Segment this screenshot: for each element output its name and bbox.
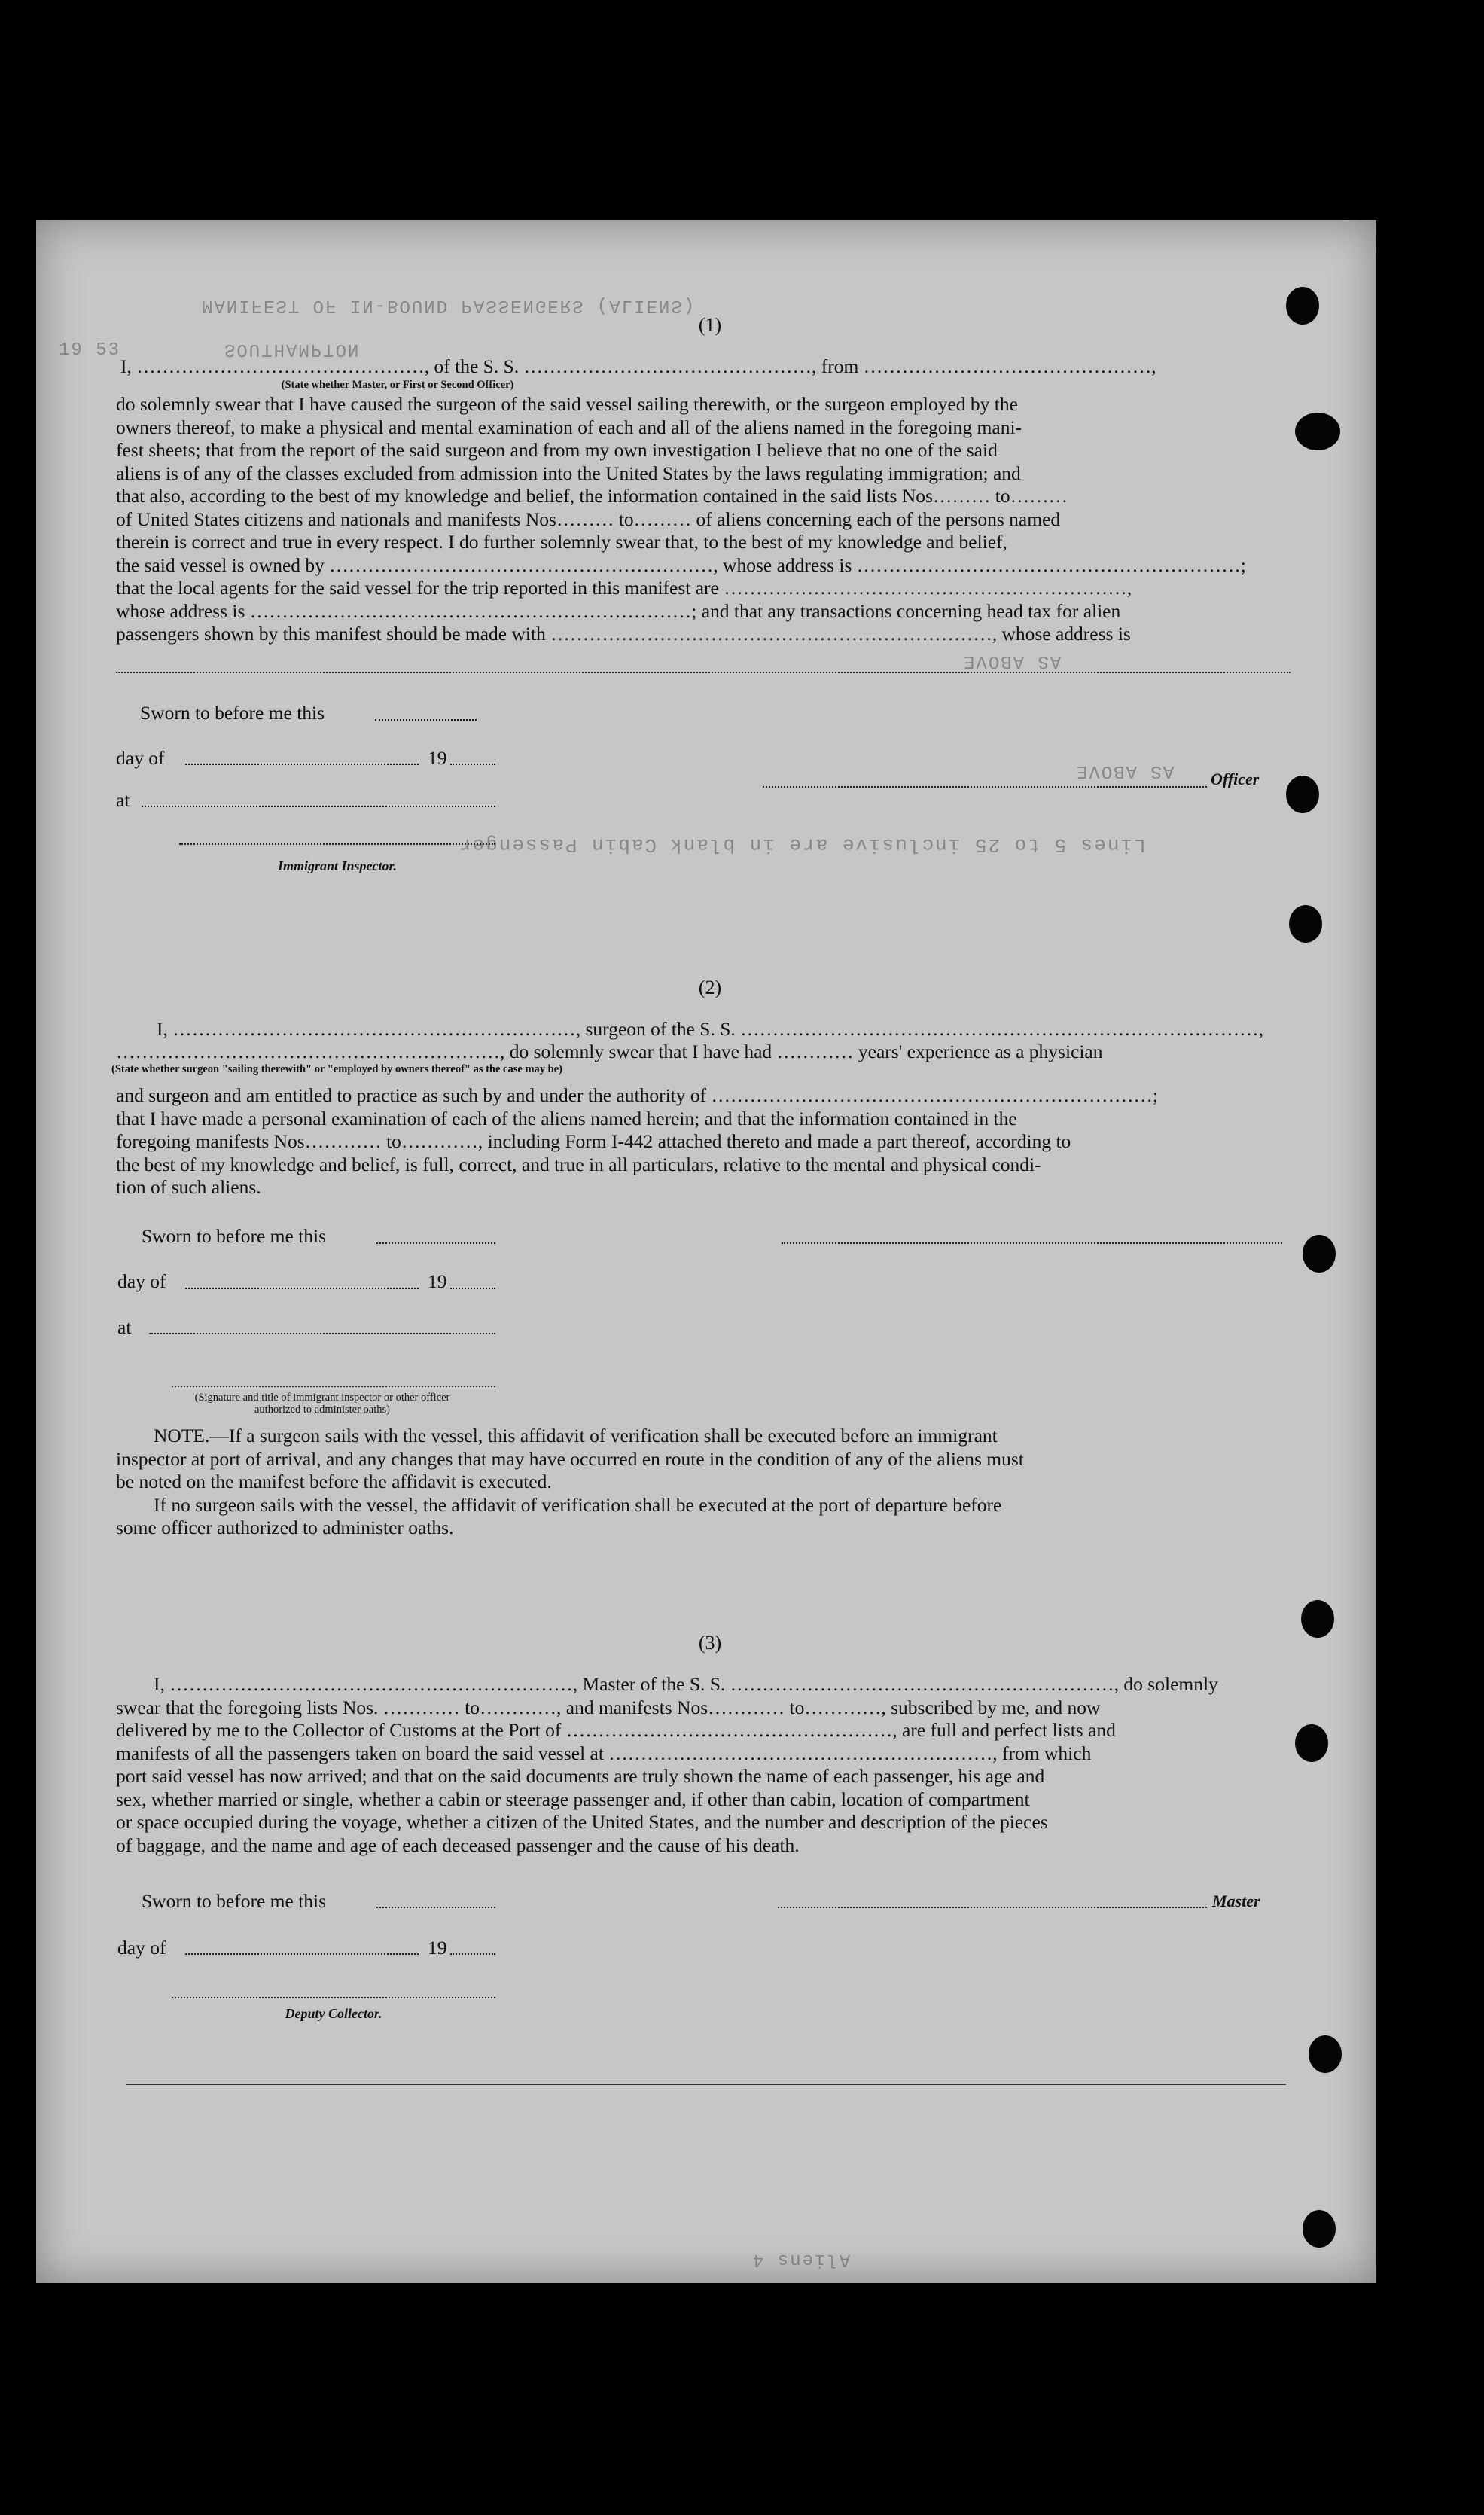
s3-year-field[interactable]: [450, 1953, 495, 1955]
s1-line: therein is correct and true in every respect. I do further solemnly swear that, to the best of my knowledge and belief,: [116, 531, 1007, 553]
s3-body-line: or space occupied during the voyage, whether a citizen of the United States, and the number and description of the pieces: [116, 1811, 1048, 1833]
s1-officer-signature-line[interactable]: [763, 786, 1207, 788]
section-3-number: (3): [698, 1632, 722, 1654]
s1-line: do solemnly swear that I have caused the surgeon of the said vessel sailing therewith, or the surgeon employed by the: [116, 393, 1018, 415]
s1-year-label: 19: [428, 747, 447, 769]
s1-sworn-label: Sworn to before me this: [140, 702, 325, 724]
s2-body-line: foregoing manifests Nos………… to…………, including Form I-442 attached thereto and made a part thereof, according to: [116, 1130, 1071, 1152]
s2-day-of-label: day of: [117, 1270, 166, 1292]
s1-line: that the local agents for the said vessel for the trip reported in this manifest are ………………………………………………………,: [116, 577, 1132, 599]
punch-hole: [1295, 413, 1340, 450]
s1-line: fest sheets; that from the report of the said surgeon and from my own investigation I believe that no one of the said: [116, 439, 998, 461]
s2-at-field[interactable]: [149, 1333, 495, 1334]
s2-body-line: tion of such aliens.: [116, 1176, 261, 1198]
s1-at-label: at: [116, 789, 130, 811]
s3-body-line: delivered by me to the Collector of Customs at the Port of ……………………………………………, are full and perfect lists and: [116, 1719, 1116, 1741]
section-1-oath-note: (State whether Master, or First or Second Officer): [281, 379, 514, 391]
s2-note-para: [116, 1425, 1291, 1540]
s3-master-signature-line[interactable]: [778, 1907, 1207, 1908]
s3-body-line: manifests of all the passengers taken on board the said vessel at ……………………………………………………, from which: [116, 1742, 1092, 1764]
bleed-as-above-1: AS ABOVE: [962, 651, 1062, 671]
s1-inspector-line[interactable]: [179, 843, 495, 845]
punch-hole: [1286, 776, 1319, 813]
s3-body-line: port said vessel has now arrived; and that on the said documents are truly shown the name of each passenger, his age and: [116, 1765, 1045, 1787]
s1-line: the said vessel is owned by ……………………………………………………, whose address is ……………………………………………………;: [116, 553, 1246, 576]
s2-year-field[interactable]: [450, 1288, 495, 1289]
s3-master-label: Master: [1212, 1892, 1260, 1910]
s1-sworn-field[interactable]: [375, 719, 477, 721]
punch-hole: [1303, 1235, 1336, 1273]
s1-day-of-label: day of: [116, 747, 165, 769]
bleed-year: 19 53: [59, 340, 121, 361]
bleed-southampton: SOUTHAMPTON: [224, 339, 361, 359]
s2-line-1: I, ………………………………………………………, surgeon of the S. S. ………………………………………………………………………,: [157, 1018, 1264, 1040]
bleed-as-above-2: AS ABOVE: [1075, 761, 1175, 781]
section-2-number: (2): [698, 977, 722, 998]
bleed-cabin: Cabin Passenger: [458, 834, 657, 856]
bleed-header: MANIFEST OF IN-BOUND PASSENGERS (ALIENS): [202, 295, 696, 316]
s2-body-line: and surgeon and am entitled to practice as such by and under the authority of ……………………………………………………………;: [116, 1084, 1159, 1106]
s2-note-line: If no surgeon sails with the vessel, the affidavit of verification shall be executed at the port of departure before: [154, 1493, 1002, 1516]
bottom-rule: [126, 2084, 1286, 2085]
s1-address-line[interactable]: [116, 672, 1291, 673]
punch-hole: [1286, 287, 1319, 325]
s1-line: that also, according to the best of my knowledge and belief, the information contained in the said lists Nos……… to………: [116, 485, 1068, 507]
s2-inspector-line[interactable]: [172, 1386, 495, 1387]
s2-body-line: the best of my knowledge and belief, is full, correct, and true in all particulars, relative to the mental and physical condi-: [116, 1153, 1041, 1175]
bleed-lines-note: Lines 5 to 25 inclusive are in blank: [669, 834, 1146, 856]
s3-deputy-line[interactable]: [172, 1997, 495, 1998]
s2-note: (State whether surgeon "sailing therewith" or "employed by owners thereof" as the case may be): [111, 1063, 562, 1075]
s1-line: whose address is ……………………………………………………………; and that any transactions concerning head tax for alien: [116, 599, 1121, 622]
punch-hole: [1309, 2035, 1342, 2073]
s3-sworn-field[interactable]: [376, 1907, 495, 1908]
s2-note-line: some officer authorized to administer oaths.: [116, 1517, 454, 1538]
s2-line-2: ……………………………………………………, do solemnly swear that I have had ………… years' experience as a physician: [116, 1041, 1103, 1062]
section-1-oath-line: I, ………………………………………, of the S. S. ………………………………………, from ………………………………………,: [120, 355, 1156, 377]
s3-day-of-label: day of: [117, 1937, 166, 1959]
s2-at-label: at: [117, 1316, 132, 1338]
section-2-body: [116, 1084, 1291, 1200]
s3-body-line: I, ………………………………………………………, Master of the S. S. ……………………………………………………, do solemnly: [154, 1673, 1218, 1695]
s2-year-label: 19: [428, 1270, 447, 1292]
s2-sig-note: (Signature and title of immigrant inspector or other officer authorized to administer oaths): [194, 1392, 450, 1416]
s3-sworn-label: Sworn to before me this: [142, 1890, 327, 1912]
s2-body-line: that I have made a personal examination of each of the aliens named herein; and that the information contained in the: [116, 1107, 1017, 1129]
s1-line: of United States citizens and nationals and manifests Nos……… to……… of aliens concerning each of the persons named: [116, 508, 1061, 530]
s3-body-line: of baggage, and the name and age of each deceased passenger and the cause of his death.: [116, 1834, 800, 1856]
s2-note-line: be noted on the manifest before the affidavit is executed.: [116, 1471, 552, 1492]
s3-deputy-label: Deputy Collector.: [285, 2006, 382, 2021]
punch-hole: [1301, 1600, 1334, 1638]
s3-body-line: sex, whether married or single, whether a cabin or steerage passenger and, if other than cabin, location of compartment: [116, 1788, 1030, 1810]
s2-day-field[interactable]: [185, 1288, 419, 1289]
punch-hole: [1303, 2210, 1336, 2248]
s3-year-label: 19: [428, 1937, 447, 1959]
s1-line: passengers shown by this manifest should be made with ……………………………………………………………, whose address is: [116, 623, 1131, 645]
manifest-page: [36, 220, 1376, 2283]
s1-inspector-label: Immigrant Inspector.: [277, 858, 398, 873]
s1-at-field[interactable]: [142, 806, 495, 807]
s1-line: aliens is of any of the classes excluded from admission into the United States by the laws regulating immigration; and: [116, 462, 1021, 484]
punch-hole: [1289, 905, 1322, 943]
s2-note-line: inspector at port of arrival, and any changes that may have occurred en route in the condition of any of the aliens must: [116, 1447, 1024, 1470]
s3-day-field[interactable]: [185, 1953, 419, 1955]
s1-day-field[interactable]: [185, 764, 419, 765]
bleed-footer: Aliens 4: [751, 2249, 851, 2270]
section-3-body: [116, 1673, 1291, 1857]
s2-sworn-field[interactable]: [376, 1242, 495, 1244]
s1-line: owners thereof, to make a physical and mental examination of each and all of the aliens named in the foregoing mani-: [116, 416, 1022, 438]
section-1-number: (1): [698, 314, 722, 336]
s2-sworn-label: Sworn to before me this: [142, 1225, 327, 1247]
s2-note-line: NOTE.—If a surgeon sails with the vessel, this affidavit of verification shall be executed before an immigrant: [154, 1425, 998, 1447]
s1-officer-label: Officer: [1211, 770, 1260, 788]
s2-signature-line[interactable]: [782, 1242, 1282, 1244]
section-1-body: [116, 393, 1291, 646]
punch-hole: [1295, 1724, 1328, 1762]
s3-body-line: swear that the foregoing lists Nos. ………… to…………, and manifests Nos………… to…………, subscribed by me, and now: [116, 1696, 1101, 1718]
s1-year-field[interactable]: [450, 764, 495, 765]
